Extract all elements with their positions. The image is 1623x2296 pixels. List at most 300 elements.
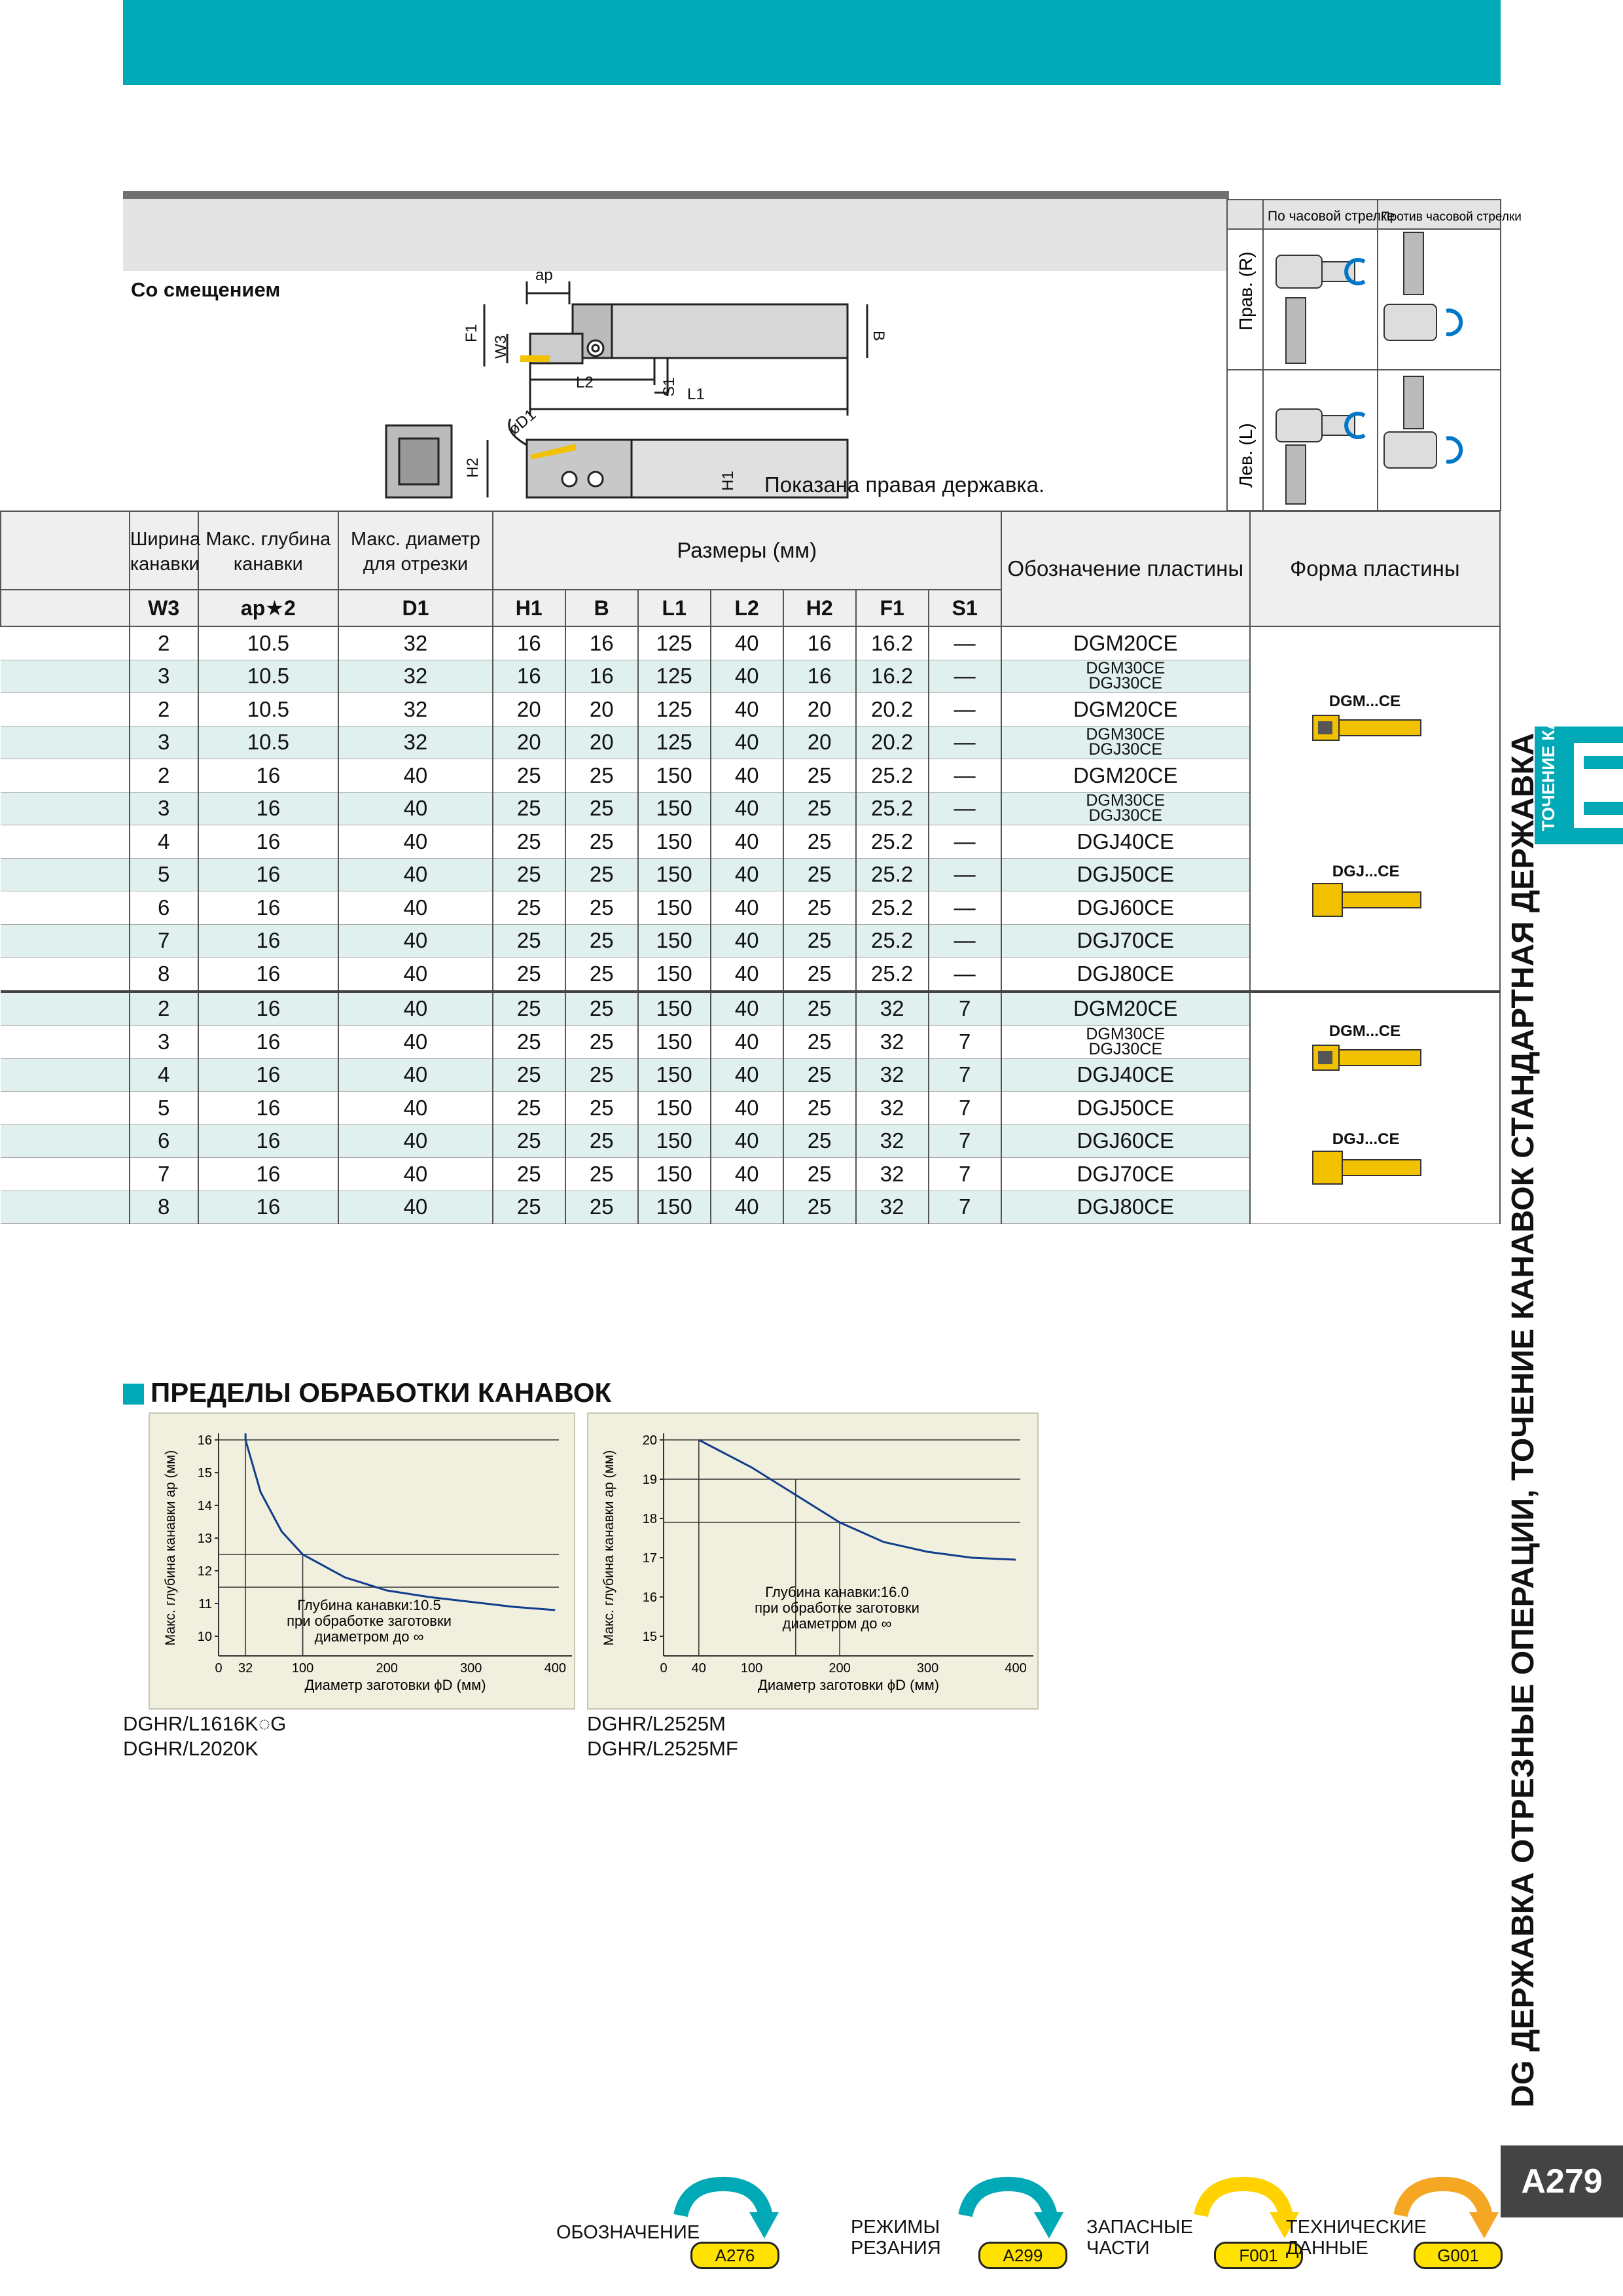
cell-h2: 25 — [783, 1191, 856, 1224]
cell-l1: 150 — [638, 891, 711, 925]
cell-diameter: 40 — [338, 1058, 493, 1092]
cell-insert: DGJ60CE — [1001, 891, 1250, 925]
cell-width: 2 — [130, 626, 198, 660]
cell-l2: 40 — [711, 792, 783, 825]
cell-b: 25 — [565, 958, 638, 992]
dim-ap: ap — [535, 266, 553, 284]
cell-diameter: 32 — [338, 660, 493, 693]
cell-h2: 25 — [783, 1026, 856, 1059]
row-lead — [1, 726, 130, 759]
cell-insert: DGM30CE DGJ30CE — [1001, 1026, 1250, 1059]
cell-depth: 16 — [198, 1158, 339, 1191]
cell-f1: 32 — [856, 1026, 929, 1059]
cell-insert: DGM20CE — [1001, 992, 1250, 1026]
cell-diameter: 40 — [338, 958, 493, 992]
col-depth-head: Макс. глубина канавки — [198, 511, 339, 590]
cell-f1: 32 — [856, 1191, 929, 1224]
cell-width: 3 — [130, 1026, 198, 1059]
y-tick-label: 16 — [642, 1590, 657, 1605]
cell-depth: 16 — [198, 958, 339, 992]
cell-l2: 40 — [711, 1058, 783, 1092]
side-title: DG ДЕРЖАВКА ОТРЕЗНЫЕ ОПЕРАЦИИ, ТОЧЕНИЕ КАНАВОК СТАНДАРТНАЯ ДЕРЖАВКА — [1506, 732, 1541, 2108]
cell-diameter: 40 — [338, 759, 493, 793]
cell-l1: 150 — [638, 1124, 711, 1158]
insert-head: Обозначение пластины — [1001, 511, 1250, 626]
row-lead — [1, 1026, 130, 1059]
x-tick-label: 100 — [291, 1661, 314, 1676]
cell-l2: 40 — [711, 992, 783, 1026]
col-s1: S1 — [929, 590, 1001, 626]
cell-l1: 150 — [638, 1191, 711, 1224]
x-tick-label: 0 — [215, 1661, 223, 1676]
cell-diameter: 32 — [338, 626, 493, 660]
cell-h1: 25 — [493, 992, 565, 1026]
cell-depth: 16 — [198, 891, 339, 925]
right-holder-note: Показана правая державка. — [764, 473, 1045, 497]
cell-l1: 150 — [638, 1092, 711, 1125]
cell-depth: 16 — [198, 858, 339, 891]
cell-s1: 7 — [929, 1058, 1001, 1092]
cell-b: 25 — [565, 1058, 638, 1092]
col-h2: H2 — [783, 590, 856, 626]
table-row — [1, 626, 1500, 660]
cell-b: 25 — [565, 924, 638, 958]
cell-insert: DGJ40CE — [1001, 825, 1250, 859]
col-depth-sym: ap★2 — [198, 590, 339, 626]
cell-h2: 25 — [783, 858, 856, 891]
dim-d1: øD1 — [505, 406, 540, 439]
chart-1 — [150, 1414, 574, 1708]
spec-table — [0, 511, 1501, 1224]
cell-width: 7 — [130, 924, 198, 958]
x-tick-label: 40 — [691, 1661, 706, 1676]
cell-depth: 16 — [198, 1124, 339, 1158]
right-label: Прав. (R) — [1236, 251, 1256, 331]
chart-annotation: Глубина канавки:10.5 — [297, 1597, 441, 1613]
dim-h2: H2 — [464, 457, 482, 478]
chart-annotation: диаметром до ∞ — [782, 1615, 892, 1632]
cell-l2: 40 — [711, 726, 783, 759]
cell-width: 4 — [130, 825, 198, 859]
x-tick-label: 300 — [460, 1661, 482, 1676]
counterclockwise-label: Против часовой стрелки — [1381, 210, 1522, 224]
top-color-band — [123, 0, 1501, 85]
cell-width: 4 — [130, 1058, 198, 1092]
cell-depth: 16 — [198, 1092, 339, 1125]
dim-l2: L2 — [576, 374, 594, 391]
nav-label: ОБОЗНАЧЕНИЕ — [556, 2222, 700, 2243]
section-marker — [123, 1384, 144, 1405]
cell-insert: DGM30CE DGJ30CE — [1001, 792, 1250, 825]
cell-l2: 40 — [711, 626, 783, 660]
cell-diameter: 40 — [338, 1092, 493, 1125]
cell-h2: 25 — [783, 759, 856, 793]
row-lead — [1, 1124, 130, 1158]
cell-insert: DGM30CE DGJ30CE — [1001, 726, 1250, 759]
row-lead — [1, 924, 130, 958]
table-row — [1, 992, 1500, 1026]
cell-b: 25 — [565, 1124, 638, 1158]
dims-head: Размеры (мм) — [493, 511, 1001, 590]
cell-l1: 150 — [638, 958, 711, 992]
cell-l1: 150 — [638, 792, 711, 825]
cell-depth: 16 — [198, 1058, 339, 1092]
cell-insert: DGM20CE — [1001, 759, 1250, 793]
chart-annotation: при обработке заготовки — [287, 1613, 452, 1629]
row-lead — [1, 693, 130, 726]
cell-insert: DGJ70CE — [1001, 924, 1250, 958]
cell-l2: 40 — [711, 759, 783, 793]
cell-s1: — — [929, 792, 1001, 825]
cell-h1: 20 — [493, 726, 565, 759]
nav-label: ТЕХНИЧЕСКИЕ ДАННЫЕ — [1286, 2217, 1427, 2259]
col-h1: H1 — [493, 590, 565, 626]
cell-depth: 16 — [198, 759, 339, 793]
cell-b: 16 — [565, 626, 638, 660]
y-tick-label: 10 — [197, 1630, 212, 1644]
row-lead — [1, 858, 130, 891]
y-tick-label: 14 — [197, 1499, 212, 1513]
cell-l1: 150 — [638, 858, 711, 891]
cell-insert: DGM20CE — [1001, 626, 1250, 660]
cell-f1: 32 — [856, 1092, 929, 1125]
cell-l1: 125 — [638, 726, 711, 759]
nav-ref[interactable]: A299 — [978, 2242, 1067, 2269]
cell-width: 8 — [130, 1191, 198, 1224]
cell-l2: 40 — [711, 858, 783, 891]
cell-width: 3 — [130, 792, 198, 825]
cell-diameter: 40 — [338, 1158, 493, 1191]
cell-f1: 32 — [856, 992, 929, 1026]
cell-f1: 32 — [856, 1058, 929, 1092]
nav-arrow-icon — [674, 2176, 779, 2248]
chart-2-box — [587, 1412, 1039, 1710]
cell-s1: 7 — [929, 992, 1001, 1026]
cell-diameter: 40 — [338, 858, 493, 891]
cell-s1: — — [929, 626, 1001, 660]
cell-f1: 32 — [856, 1158, 929, 1191]
cell-h1: 25 — [493, 1158, 565, 1191]
cell-h1: 25 — [493, 759, 565, 793]
cell-h2: 25 — [783, 792, 856, 825]
chart-1-model-1: DGHR/L1616K◌G — [123, 1712, 287, 1735]
left-label: Лев. (L) — [1236, 423, 1256, 488]
y-tick-label: 11 — [198, 1597, 212, 1611]
nav-ref[interactable]: G001 — [1414, 2242, 1503, 2269]
x-axis-label: Диаметр заготовки ϕD (мм) — [757, 1677, 940, 1693]
cell-f1: 16.2 — [856, 660, 929, 693]
cell-width: 5 — [130, 858, 198, 891]
cell-l2: 40 — [711, 693, 783, 726]
cell-l1: 150 — [638, 992, 711, 1026]
chart-1-box — [149, 1412, 575, 1710]
cell-h2: 25 — [783, 891, 856, 925]
cell-h2: 25 — [783, 924, 856, 958]
cell-h1: 25 — [493, 1026, 565, 1059]
chart-2-model-1: DGHR/L2525M — [587, 1712, 726, 1735]
chart-annotation: при обработке заготовки — [755, 1600, 919, 1616]
cell-b: 16 — [565, 660, 638, 693]
dim-w3: W3 — [492, 335, 510, 359]
cell-width: 8 — [130, 958, 198, 992]
cell-depth: 16 — [198, 825, 339, 859]
nav-ref[interactable]: A276 — [690, 2242, 779, 2269]
nav-ref[interactable]: F001 — [1214, 2242, 1303, 2269]
cell-diameter: 32 — [338, 726, 493, 759]
cell-h2: 25 — [783, 992, 856, 1026]
cell-s1: 7 — [929, 1124, 1001, 1158]
cell-depth: 16 — [198, 992, 339, 1026]
dim-f1: F1 — [463, 323, 480, 342]
dgm-insert-icon — [1313, 712, 1424, 745]
nav-link-G001[interactable] — [1273, 2176, 1548, 2274]
row-lead — [1, 792, 130, 825]
cell-diameter: 40 — [338, 792, 493, 825]
cell-s1: — — [929, 726, 1001, 759]
cell-s1: 7 — [929, 1092, 1001, 1125]
shape-cell — [1250, 626, 1500, 992]
cell-diameter: 40 — [338, 1191, 493, 1224]
series-line — [245, 1433, 555, 1610]
nav-label: ЗАПАСНЫЕ ЧАСТИ — [1086, 2217, 1193, 2259]
cell-width: 3 — [130, 660, 198, 693]
shape-label-dgm: DGM...CE — [1329, 1022, 1401, 1040]
cell-width: 7 — [130, 1158, 198, 1191]
cell-h2: 25 — [783, 1092, 856, 1125]
cell-h1: 16 — [493, 626, 565, 660]
dgm-insert-icon — [1313, 1042, 1424, 1075]
col-diameter-sym: D1 — [338, 590, 493, 626]
cell-b: 25 — [565, 792, 638, 825]
chart-2-model-2: DGHR/L2525MF — [587, 1737, 738, 1760]
cell-insert: DGJ80CE — [1001, 958, 1250, 992]
cell-b: 25 — [565, 1092, 638, 1125]
cell-depth: 10.5 — [198, 693, 339, 726]
y-tick-label: 19 — [642, 1473, 657, 1487]
y-tick-label: 18 — [642, 1512, 657, 1526]
cell-f1: 25.2 — [856, 858, 929, 891]
cell-l1: 150 — [638, 825, 711, 859]
x-axis-label: Диаметр заготовки ϕD (мм) — [304, 1677, 486, 1693]
cell-h1: 25 — [493, 1191, 565, 1224]
y-tick-label: 15 — [197, 1466, 212, 1480]
cell-width: 6 — [130, 891, 198, 925]
cell-f1: 25.2 — [856, 825, 929, 859]
cell-h2: 20 — [783, 693, 856, 726]
chart-annotation: диаметром до ∞ — [314, 1628, 424, 1645]
cell-depth: 16 — [198, 1191, 339, 1224]
nav-arrow-icon — [1394, 2176, 1499, 2248]
x-tick-label: 32 — [238, 1661, 253, 1676]
row-lead — [1, 958, 130, 992]
cell-b: 25 — [565, 891, 638, 925]
cell-l2: 40 — [711, 1092, 783, 1125]
cell-depth: 16 — [198, 792, 339, 825]
cell-s1: — — [929, 924, 1001, 958]
cell-l2: 40 — [711, 1124, 783, 1158]
cell-width: 2 — [130, 992, 198, 1026]
cell-h2: 25 — [783, 1058, 856, 1092]
shape-label-dgj: DGJ...CE — [1332, 863, 1400, 880]
dim-l1: L1 — [687, 386, 705, 403]
nav-arrow-icon — [959, 2176, 1063, 2248]
cell-b: 25 — [565, 825, 638, 859]
cell-b: 25 — [565, 759, 638, 793]
row-lead — [1, 660, 130, 693]
holder-drawing — [380, 266, 887, 504]
cell-b: 25 — [565, 1191, 638, 1224]
cell-diameter: 40 — [338, 992, 493, 1026]
cell-depth: 16 — [198, 1026, 339, 1059]
cell-insert: DGJ60CE — [1001, 1124, 1250, 1158]
cell-s1: 7 — [929, 1026, 1001, 1059]
cell-insert: DGJ70CE — [1001, 1158, 1250, 1191]
y-axis-label: Макс. глубина канавки ap (мм) — [601, 1450, 616, 1646]
col-l1: L1 — [638, 590, 711, 626]
cell-diameter: 40 — [338, 891, 493, 925]
cell-s1: — — [929, 958, 1001, 992]
cell-f1: 16.2 — [856, 626, 929, 660]
cell-h2: 25 — [783, 1158, 856, 1191]
nav-link-A276[interactable] — [543, 2176, 818, 2274]
cell-l1: 150 — [638, 1158, 711, 1191]
cell-h2: 16 — [783, 626, 856, 660]
cell-l1: 150 — [638, 1026, 711, 1059]
cell-f1: 20.2 — [856, 693, 929, 726]
side-tab — [1535, 655, 1623, 844]
y-axis-label: Макс. глубина канавки ap (мм) — [163, 1450, 178, 1646]
header-bar — [123, 191, 1229, 271]
cell-s1: 7 — [929, 1191, 1001, 1224]
shape-head: Форма пластины — [1250, 511, 1500, 626]
col-diameter-head: Макс. диаметр для отрезки — [338, 511, 493, 590]
cell-depth: 16 — [198, 924, 339, 958]
cell-insert: DGM30CE DGJ30CE — [1001, 660, 1250, 693]
cell-s1: 7 — [929, 1158, 1001, 1191]
col-f1: F1 — [856, 590, 929, 626]
shape-cell — [1250, 992, 1500, 1224]
cell-diameter: 40 — [338, 1026, 493, 1059]
cell-l2: 40 — [711, 924, 783, 958]
x-tick-label: 400 — [1005, 1661, 1027, 1676]
chart-annotation: Глубина канавки:16.0 — [765, 1584, 909, 1600]
cell-h1: 25 — [493, 1124, 565, 1158]
cell-f1: 25.2 — [856, 891, 929, 925]
cell-f1: 20.2 — [856, 726, 929, 759]
x-tick-label: 0 — [660, 1661, 668, 1676]
cell-l2: 40 — [711, 1191, 783, 1224]
section-title: ПРЕДЕЛЫ ОБРАБОТКИ КАНАВОК — [151, 1377, 612, 1408]
nav-link-A299[interactable] — [838, 2176, 1113, 2274]
cell-l1: 125 — [638, 626, 711, 660]
y-tick-label: 16 — [197, 1433, 212, 1448]
row-lead — [1, 1058, 130, 1092]
cell-diameter: 40 — [338, 1124, 493, 1158]
cell-b: 20 — [565, 693, 638, 726]
cell-h2: 25 — [783, 1124, 856, 1158]
cell-s1: — — [929, 759, 1001, 793]
row-lead — [1, 825, 130, 859]
cell-b: 20 — [565, 726, 638, 759]
cell-insert: DGJ50CE — [1001, 1092, 1250, 1125]
cell-h2: 25 — [783, 958, 856, 992]
x-tick-label: 200 — [829, 1661, 851, 1676]
page-number: A279 — [1501, 2145, 1623, 2217]
y-tick-label: 13 — [197, 1532, 212, 1546]
chart-2-models — [587, 1712, 738, 1761]
cell-l1: 125 — [638, 660, 711, 693]
cell-width: 2 — [130, 693, 198, 726]
cell-l1: 125 — [638, 693, 711, 726]
cell-width: 5 — [130, 1092, 198, 1125]
cell-insert: DGJ40CE — [1001, 1058, 1250, 1092]
cell-l1: 150 — [638, 1058, 711, 1092]
cell-l1: 150 — [638, 759, 711, 793]
chart-2 — [588, 1414, 1037, 1708]
x-tick-label: 300 — [916, 1661, 939, 1676]
cell-h2: 25 — [783, 825, 856, 859]
side-tab-label: ТОЧЕНИЕ КАНАВОК — [1539, 655, 1558, 831]
cell-h1: 20 — [493, 693, 565, 726]
shape-label-dgj: DGJ...CE — [1332, 1130, 1400, 1148]
x-tick-label: 400 — [544, 1661, 566, 1676]
row-lead — [1, 626, 130, 660]
row-lead — [1, 1092, 130, 1125]
cell-f1: 32 — [856, 1124, 929, 1158]
y-tick-label: 20 — [642, 1433, 657, 1448]
col-l2: L2 — [711, 590, 783, 626]
series-line — [699, 1440, 1016, 1560]
table-blank-head — [1, 511, 130, 590]
cell-s1: — — [929, 858, 1001, 891]
cell-h2: 16 — [783, 660, 856, 693]
cell-l2: 40 — [711, 958, 783, 992]
dim-s1: S1 — [660, 377, 678, 397]
shape-label-dgm: DGM...CE — [1329, 692, 1401, 710]
row-lead — [1, 759, 130, 793]
cell-f1: 25.2 — [856, 759, 929, 793]
clockwise-label: По часовой стрелке — [1268, 209, 1395, 224]
cell-l2: 40 — [711, 891, 783, 925]
cell-h1: 25 — [493, 924, 565, 958]
dim-b: B — [870, 331, 887, 342]
cell-depth: 10.5 — [198, 726, 339, 759]
x-tick-label: 200 — [376, 1661, 398, 1676]
cell-s1: — — [929, 825, 1001, 859]
cell-insert: DGJ50CE — [1001, 858, 1250, 891]
cell-insert: DGJ80CE — [1001, 1191, 1250, 1224]
cell-h1: 25 — [493, 1092, 565, 1125]
cell-depth: 10.5 — [198, 660, 339, 693]
nav-label: РЕЖИМЫ РЕЗАНИЯ — [851, 2217, 941, 2259]
cell-h1: 25 — [493, 858, 565, 891]
table-blank-sub — [1, 590, 130, 626]
cell-depth: 10.5 — [198, 626, 339, 660]
cell-h1: 25 — [493, 891, 565, 925]
cell-s1: — — [929, 891, 1001, 925]
cell-b: 25 — [565, 1158, 638, 1191]
cell-s1: — — [929, 693, 1001, 726]
cell-width: 6 — [130, 1124, 198, 1158]
cell-h1: 25 — [493, 825, 565, 859]
cell-insert: DGM20CE — [1001, 693, 1250, 726]
rotation-panel — [1227, 200, 1522, 511]
cell-h1: 16 — [493, 660, 565, 693]
row-lead — [1, 992, 130, 1026]
cell-h1: 25 — [493, 958, 565, 992]
y-tick-label: 12 — [197, 1564, 212, 1579]
cell-l2: 40 — [711, 825, 783, 859]
